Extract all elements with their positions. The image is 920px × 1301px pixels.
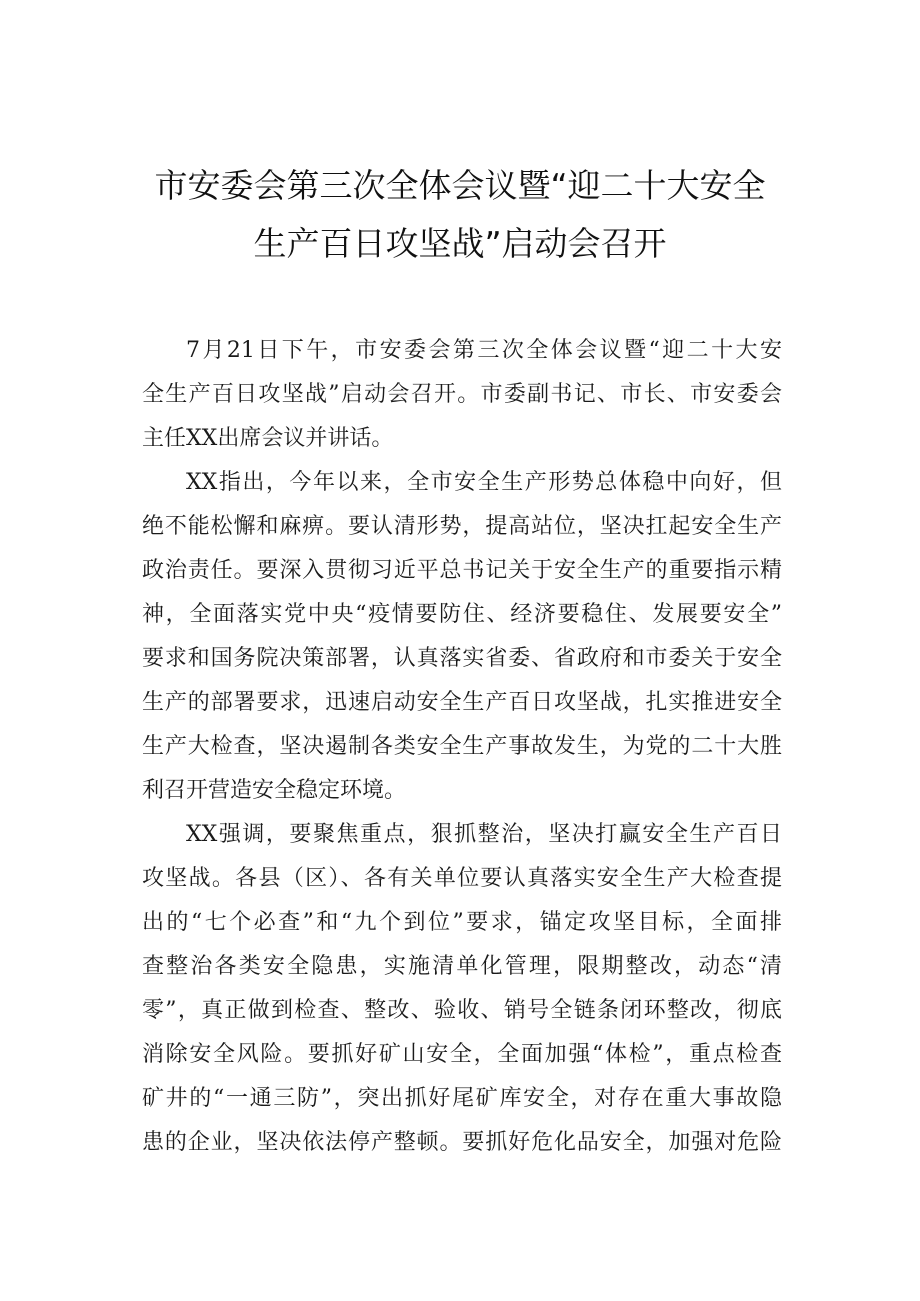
body-line: 绝不能松懈和麻痹。要认清形势，提高站位，坚决扛起安全生产 — [142, 514, 782, 539]
body-line: 全生产百日攻坚战”启动会召开。市委副书记、市长、市安委会 — [142, 382, 782, 407]
body-line: 神，全面落实党中央“疫情要防住、经济要稳住、发展要安全” — [142, 602, 782, 627]
body-line: 利召开营造安全稳定环境。 — [142, 778, 407, 803]
document-title-line-1: 市安委会第三次全体会议暨“迎二十大安全 — [154, 166, 766, 205]
body-line: 生产大检查，坚决遏制各类安全生产事故发生，为党的二十大胜 — [142, 734, 782, 759]
body-line: 患的企业，坚决依法停产整顿。要抓好危化品安全，加强对危险 — [142, 1130, 782, 1155]
body-line: 7月21日下午，市安委会第三次全体会议暨“迎二十大安 — [186, 338, 782, 363]
body-line: 政治责任。要深入贯彻习近平总书记关于安全生产的重要指示精 — [142, 558, 782, 583]
body-line: 消除安全风险。要抓好矿山安全，全面加强“体检”，重点检查 — [142, 1042, 782, 1067]
body-line: 生产的部署要求，迅速启动安全生产百日攻坚战，扎实推进安全 — [142, 690, 782, 715]
body-line: 要求和国务院决策部署，认真落实省委、省政府和市委关于安全 — [142, 646, 782, 671]
body-line: 矿井的“一通三防”，突出抓好尾矿库安全，对存在重大事故隐 — [142, 1086, 782, 1111]
document-title-line-2: 生产百日攻坚战”启动会召开 — [253, 224, 667, 263]
body-line: 零”，真正做到检查、整改、验收、销号全链条闭环整改，彻底 — [142, 998, 782, 1023]
body-line: 出的“七个必查”和“九个到位”要求，锚定攻坚目标，全面排 — [142, 910, 782, 935]
body-line: 主任XX出席会议并讲话。 — [142, 426, 394, 451]
body-line: XX强调，要聚焦重点，狠抓整治，坚决打赢安全生产百日 — [186, 822, 782, 847]
body-line: XX指出，今年以来，全市安全生产形势总体稳中向好，但 — [186, 470, 782, 495]
body-line: 查整治各类安全隐患，实施清单化管理，限期整改，动态“清 — [142, 954, 782, 979]
body-line: 攻坚战。各县（区）、各有关单位要认真落实安全生产大检查提 — [142, 866, 782, 891]
